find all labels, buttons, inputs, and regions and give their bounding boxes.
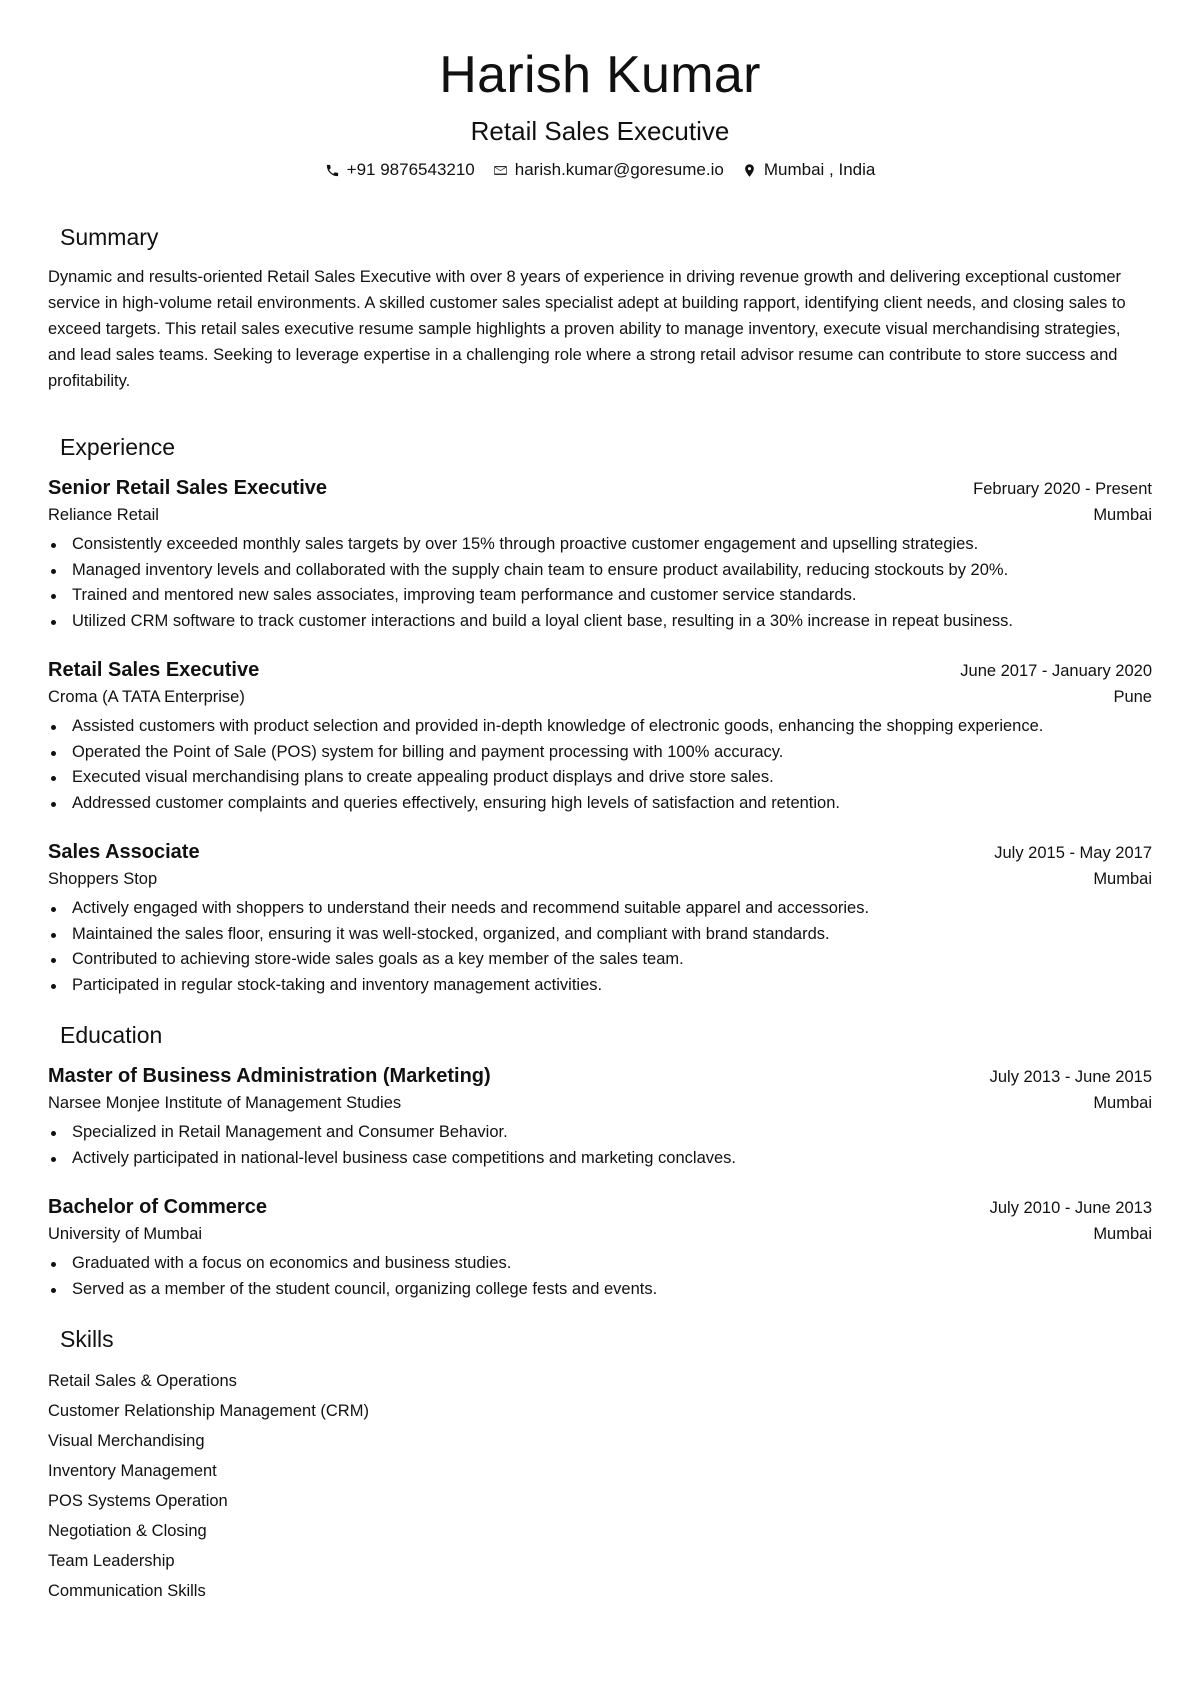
phone-icon bbox=[325, 163, 340, 178]
experience-entry bbox=[48, 656, 1152, 816]
section-title-education: Education bbox=[60, 1022, 163, 1048]
skill-item: Negotiation & Closing bbox=[48, 1522, 207, 1540]
entry-location: Mumbai bbox=[1093, 1225, 1152, 1243]
experience-entry bbox=[48, 838, 1152, 998]
experience-entry bbox=[48, 474, 1152, 634]
entry-title: Senior Retail Sales Executive bbox=[48, 477, 328, 499]
section-title-experience: Experience bbox=[60, 434, 176, 460]
bullet-item: Participated in regular stock-taking and inventory management activities. bbox=[48, 973, 1152, 999]
entry-organization: Croma (A TATA Enterprise) bbox=[48, 688, 245, 706]
entry-sub-row bbox=[48, 1221, 1152, 1247]
skills-list bbox=[48, 1366, 1152, 1606]
education-list bbox=[48, 1062, 1152, 1302]
summary-section bbox=[48, 222, 1152, 394]
entry-organization: University of Mumbai bbox=[48, 1225, 203, 1243]
entry-sub-row bbox=[48, 866, 1152, 892]
skills-section bbox=[48, 1324, 1152, 1606]
bullet-item: Actively participated in national-level business case competitions and marketing conclaves. bbox=[48, 1146, 1152, 1172]
bullet-item: Trained and mentored new sales associates, improving team performance and customer service standards. bbox=[48, 583, 1152, 609]
entry-location: Pune bbox=[1113, 688, 1152, 706]
skill-item: Visual Merchandising bbox=[48, 1432, 205, 1450]
skill-item: Inventory Management bbox=[48, 1462, 217, 1480]
entry-date: July 2015 - May 2017 bbox=[994, 844, 1152, 862]
contact-phone bbox=[325, 158, 475, 182]
education-entry bbox=[48, 1193, 1152, 1302]
bullet-item: Assisted customers with product selection and provided in-depth knowledge of electronic goods, enhancing the shopping experience. bbox=[48, 714, 1152, 740]
bullet-item: Executed visual merchandising plans to create appealing product displays and drive store sales. bbox=[48, 765, 1152, 791]
bullet-item: Graduated with a focus on economics and business studies. bbox=[48, 1251, 1152, 1277]
entry-title: Master of Business Administration (Marketing) bbox=[48, 1065, 491, 1087]
experience-section bbox=[48, 432, 1152, 998]
entry-bullets bbox=[48, 714, 1152, 816]
map-pin-icon bbox=[742, 163, 757, 178]
summary-text: Dynamic and results-oriented Retail Sales Executive with over 8 years of experience in driving revenue growth and delivering exceptional customer service in high-volume retail environments. A skilled customer sales specialist adept at building rapport, identifying client needs, and closing sales to exceed targets. This retail sales executive resume sample highlights a proven ability to manage inventory, execute visual merchandising strategies, and lead sales teams. Seeking to leverage expertise in a challenging role where a strong retail advisor resume can contribute to store success and profitability. bbox=[48, 268, 1126, 390]
experience-list bbox=[48, 474, 1152, 998]
bullet-item: Managed inventory levels and collaborated with the supply chain team to ensure product availability, reducing stockouts by 20%. bbox=[48, 558, 1152, 584]
skill-item: Retail Sales & Operations bbox=[48, 1372, 237, 1390]
entry-organization: Shoppers Stop bbox=[48, 870, 158, 888]
bullet-item: Specialized in Retail Management and Consumer Behavior. bbox=[48, 1120, 1152, 1146]
contact-location bbox=[742, 158, 876, 182]
bullet-item: Operated the Point of Sale (POS) system for billing and payment processing with 100% accuracy. bbox=[48, 740, 1152, 766]
entry-organization: Reliance Retail bbox=[48, 506, 159, 524]
entry-header-row bbox=[48, 1193, 1152, 1221]
entry-header-row bbox=[48, 1062, 1152, 1090]
entry-sub-row bbox=[48, 502, 1152, 528]
skill-item: Team Leadership bbox=[48, 1552, 175, 1570]
bullet-item: Maintained the sales floor, ensuring it was well-stocked, organized, and compliant with brand standards. bbox=[48, 922, 1152, 948]
entry-header-row bbox=[48, 474, 1152, 502]
entry-location: Mumbai bbox=[1093, 1094, 1152, 1112]
entry-title: Sales Associate bbox=[48, 841, 200, 863]
entry-sub-row bbox=[48, 1090, 1152, 1116]
email-address: harish.kumar@goresume.io bbox=[514, 160, 724, 179]
skill-item: POS Systems Operation bbox=[48, 1492, 228, 1510]
entry-date: February 2020 - Present bbox=[973, 480, 1152, 498]
contact-bar bbox=[48, 158, 1152, 182]
bullet-item: Served as a member of the student council, organizing college fests and events. bbox=[48, 1277, 1152, 1303]
skill-item: Customer Relationship Management (CRM) bbox=[48, 1402, 369, 1420]
entry-location: Mumbai bbox=[1093, 506, 1152, 524]
bullet-item: Addressed customer complaints and queries effectively, ensuring high levels of satisfaction and retention. bbox=[48, 791, 1152, 817]
section-title-summary: Summary bbox=[60, 224, 159, 250]
bullet-item: Contributed to achieving store-wide sales goals as a key member of the sales team. bbox=[48, 947, 1152, 973]
entry-header-row bbox=[48, 838, 1152, 866]
resume-header bbox=[48, 0, 1152, 182]
entry-organization: Narsee Monjee Institute of Management Studies bbox=[48, 1094, 402, 1112]
envelope-icon bbox=[493, 163, 508, 178]
entry-header-row bbox=[48, 656, 1152, 684]
entry-title: Retail Sales Executive bbox=[48, 659, 260, 681]
section-title-skills: Skills bbox=[60, 1326, 114, 1352]
entry-location: Mumbai bbox=[1093, 870, 1152, 888]
entry-date: July 2010 - June 2013 bbox=[989, 1199, 1152, 1217]
education-section bbox=[48, 1020, 1152, 1302]
entry-bullets bbox=[48, 896, 1152, 998]
entry-date: July 2013 - June 2015 bbox=[989, 1068, 1152, 1086]
entry-sub-row bbox=[48, 684, 1152, 710]
job-title: Retail Sales Executive bbox=[470, 116, 730, 146]
location-text: Mumbai , India bbox=[763, 160, 876, 179]
candidate-name: Harish Kumar bbox=[439, 46, 761, 104]
phone-number: +91 9876543210 bbox=[346, 160, 475, 179]
skill-item: Communication Skills bbox=[48, 1582, 206, 1600]
education-entry bbox=[48, 1062, 1152, 1171]
bullet-item: Actively engaged with shoppers to understand their needs and recommend suitable apparel and accessories. bbox=[48, 896, 1152, 922]
bullet-item: Consistently exceeded monthly sales targets by over 15% through proactive customer engagement and upselling strategies. bbox=[48, 532, 1152, 558]
contact-email bbox=[493, 158, 724, 182]
entry-bullets bbox=[48, 532, 1152, 634]
bullet-item: Utilized CRM software to track customer interactions and build a loyal client base, resulting in a 30% increase in repeat business. bbox=[48, 609, 1152, 635]
entry-date: June 2017 - January 2020 bbox=[960, 662, 1152, 680]
entry-bullets bbox=[48, 1251, 1152, 1302]
entry-title: Bachelor of Commerce bbox=[48, 1196, 267, 1218]
entry-bullets bbox=[48, 1120, 1152, 1171]
